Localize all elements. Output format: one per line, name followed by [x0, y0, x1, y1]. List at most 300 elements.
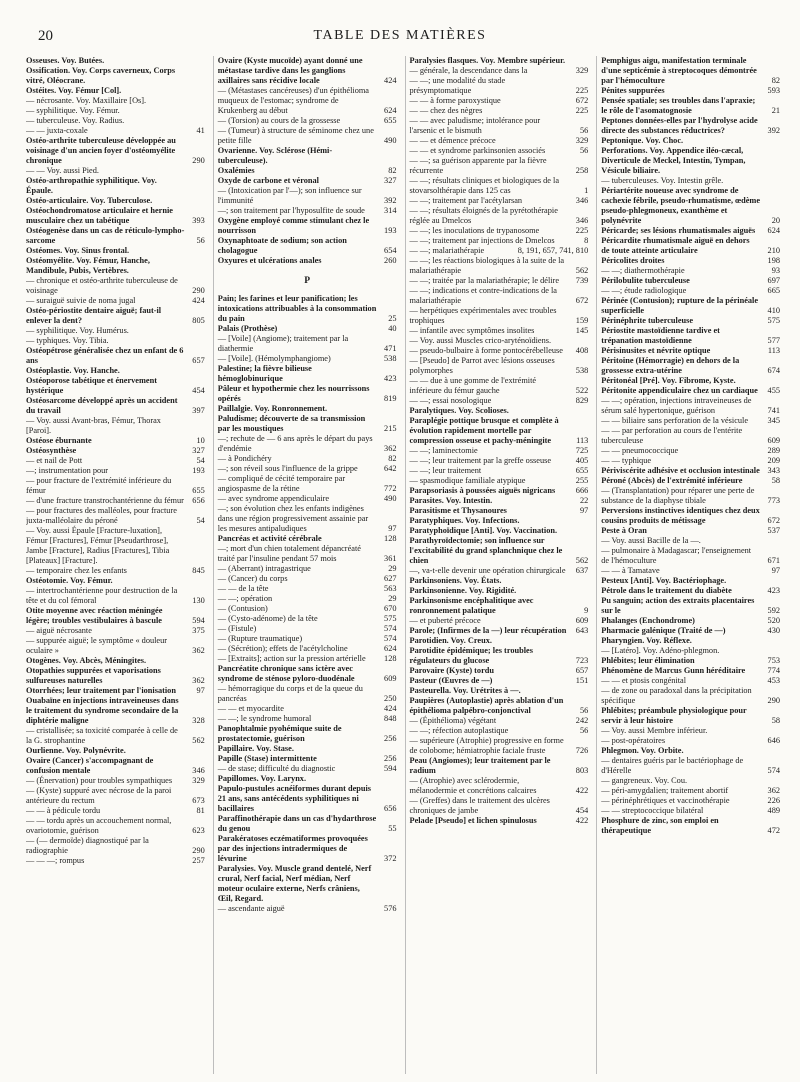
entry-term: Paupières (Autoplastie) après ablation d'un épithélioma palpébro-conjonctival [409, 696, 564, 715]
index-entry [26, 116, 205, 126]
entry-term: — (Intoxication par l'—); son influence sur l'immunité [217, 186, 362, 205]
entry-page-number: 422 [575, 786, 589, 795]
index-entry [26, 56, 205, 66]
index-entry [26, 96, 205, 106]
index-entry [218, 186, 397, 206]
entry-term: — tuberculeuses. Voy. Intestin grêle. [601, 176, 724, 185]
entry-term: — — à pédicule tordu [26, 806, 101, 815]
entry-page-number: 741 [767, 406, 780, 415]
entry-term: — (Tumeur) à structure de séminome chez une petite fille [217, 126, 374, 145]
entry-page-number: 290 [192, 156, 205, 165]
index-entry [601, 146, 780, 176]
index-entry [410, 456, 589, 466]
index-entry [601, 816, 780, 836]
index-entry [26, 816, 205, 836]
entry-page-number: 753 [767, 656, 780, 665]
entry-term: — gangreneux. Voy. Cou. [601, 776, 688, 785]
entry-term: Périnéphrite tuberculeuse [601, 316, 694, 325]
entry-term: Paralysies. Voy. Muscle grand dentelé, Nerf crural, Nerf facial, Nerf médian, Nerf moteur oculaire externe, Nerfs crâniens, Œil, Regard. [217, 864, 372, 903]
index-entry [601, 706, 780, 726]
entry-term: — — streptococcique bilatéral [601, 806, 704, 815]
entry-term: Ostéo-arthropathie syphilitique. Voy. Épaule. [26, 176, 157, 195]
entry-term: Paraffinothérapie dans un cas d'hydarthrose du genou [217, 814, 377, 833]
entry-term: Peau (Angiomes); leur traitement par le radium [409, 756, 551, 775]
entry-term: Phalanges (Enchondrome) [601, 616, 695, 625]
entry-term: Ossification. Voy. Corps caverneux, Corps vitré, Oléocrane. [26, 66, 176, 85]
entry-page-number: 40 [388, 324, 397, 333]
index-entry [601, 226, 780, 236]
index-entry [410, 776, 589, 796]
index-entry [601, 636, 780, 646]
index-entry [26, 606, 205, 626]
entry-term: — — biliaire sans perforation de la vésicule [601, 416, 749, 425]
entry-term: Périviscérite adhésive et occlusion intestinale [601, 466, 760, 475]
index-entry [410, 236, 589, 246]
entry-page-number: 490 [384, 494, 397, 503]
index-columns [26, 56, 780, 1074]
entry-page-number: 392 [767, 126, 780, 135]
entry-term: Périostite mastoïdienne tardive et trépanation mastoïdienne [601, 326, 720, 345]
entry-term: — —; leur traitement par la greffe osseuse [409, 456, 552, 465]
entry-page-number: 655 [192, 486, 205, 495]
entry-term: Paillalgie. Voy. Ronronnement. [217, 404, 328, 413]
index-entry [410, 696, 589, 716]
index-entry [26, 576, 205, 586]
index-entry [26, 836, 205, 856]
index-entry [410, 796, 589, 816]
entry-term: Ostéopétrose généralisée chez un enfant de 6 ans [26, 346, 184, 365]
entry-term: Ostéotomie. Voy. Fémur. [26, 576, 113, 585]
index-entry [26, 656, 205, 666]
index-entry [218, 764, 397, 774]
entry-term: Ovaire (Cancer) s'accompagnant de confusion mentale [26, 756, 154, 775]
entry-term: Oxygène employé comme stimulant chez le nourrisson [217, 216, 370, 235]
entry-page-number: 624 [767, 226, 780, 235]
entry-term: Pensée spatiale; ses troubles dans l'apraxie; le rôle de l'asomatognosie [601, 96, 756, 115]
entry-term: — cristallisée; sa toxicité comparée à celle de la G. strophantine [26, 726, 178, 745]
index-entry [601, 466, 780, 476]
index-entry [410, 526, 589, 536]
entry-term: — — pneumococcique [601, 446, 679, 455]
entry-term: Paratyphoïdique [Anti]. Voy. Vaccination. [409, 526, 558, 535]
entry-page-number: 97 [579, 506, 589, 515]
index-entry [601, 796, 780, 806]
index-entry [26, 346, 205, 366]
entry-term: — — et myocardite [217, 704, 284, 713]
entry-page-number: 56 [579, 126, 589, 135]
entry-term: — nécrosante. Voy. Maxillaire [Os]. [26, 96, 147, 105]
entry-term: — — typhique [601, 456, 652, 465]
entry-term: Ostéosarcome développé après un accident du travail [26, 396, 178, 415]
entry-page-number: 643 [575, 626, 589, 635]
index-entry [26, 806, 205, 816]
index-entry [26, 746, 205, 756]
index-entry [218, 594, 397, 604]
entry-page-number: 655 [384, 116, 397, 125]
entry-term: Parole; (Infirmes de la —) leur récupération [409, 626, 567, 635]
entry-page-number: 10 [196, 436, 205, 445]
entry-term: — —; indications et contre-indications de la malariathérapie [409, 286, 557, 305]
entry-page-number: 375 [192, 626, 205, 635]
entry-term: Palestine; la fièvre bilieuse hémoglobinurique [217, 364, 312, 383]
index-entry [601, 56, 780, 86]
index-entry [218, 354, 397, 364]
entry-term: — Voy. aussi Membre inférieur. [601, 726, 708, 735]
index-entry [218, 434, 397, 454]
entry-term: — d'une fracture transtrochantérienne du fémur [26, 496, 184, 505]
entry-page-number: 424 [192, 296, 205, 305]
index-entry [601, 506, 780, 526]
entry-term: — pour fractures des malléoles, pour fracture juxta-malléolaire du péroné [26, 506, 177, 525]
index-entry [410, 286, 589, 306]
entry-page-number: 624 [384, 644, 397, 653]
entry-term: — — et démence précoce [409, 136, 496, 145]
index-entry [26, 456, 205, 466]
entry-term: Pu sanguin; action des extraits placentaires sur le [601, 596, 755, 615]
entry-term: — —; le syndrome humoral [217, 714, 312, 723]
index-entry [410, 336, 589, 346]
entry-term: Parasites. Voy. Intestin. [409, 496, 493, 505]
entry-term: — pulmonaire à Madagascar; l'enseignement de l'hémoculture [601, 546, 752, 565]
entry-page-number: 472 [767, 826, 780, 835]
entry-term: — —; réfection autoplastique [409, 726, 509, 735]
entry-page-number: 361 [384, 554, 397, 563]
entry-page-number: 562 [575, 266, 589, 275]
entry-term: — et nail de Pott [26, 456, 83, 465]
entry-page-number: 405 [575, 456, 589, 465]
entry-term: — (Transplantation) pour réparer une perte de substance de la diaphyse tibiale [601, 486, 755, 505]
index-entry [26, 326, 205, 336]
index-entry [601, 666, 780, 676]
entry-term: Péricardite rhumatismale aiguë en dehors de toute atteinte articulaire [601, 236, 750, 255]
entry-page-number: 666 [575, 486, 589, 495]
entry-term: Phosphure de zinc, son emploi en thérapeutique [601, 816, 719, 835]
entry-page-number: 575 [767, 316, 780, 325]
index-entry [218, 504, 397, 534]
entry-term: Paraplégie pottique brusque et complète à évolution rapidement mortelle par compression osseuse et pachy-méningite [409, 416, 559, 445]
entry-term: Pancréas et activité cérébrale [217, 534, 322, 543]
entry-page-number: 624 [384, 106, 397, 115]
entry-term: Peste à Oran [601, 526, 647, 535]
entry-page-number: 225 [575, 86, 589, 95]
index-entry [601, 426, 780, 446]
entry-page-number: 576 [384, 904, 397, 913]
index-entry [218, 166, 397, 176]
entry-term: — —; traitement par l'acétylarsan [409, 196, 523, 205]
index-entry [410, 66, 589, 76]
index-entry [410, 116, 589, 136]
entry-page-number: 29 [388, 564, 397, 573]
entry-term: Palais (Prothèse) [217, 324, 278, 333]
index-entry [26, 336, 205, 346]
entry-term: — syphilitique. Voy. Humérus. [26, 326, 129, 335]
entry-page-number: 362 [192, 676, 205, 685]
entry-term: Otite moyenne avec réaction méningée légère; troubles vestibulaires à bascule [26, 606, 163, 625]
entry-page-number: 574 [384, 634, 397, 643]
index-entry [218, 116, 397, 126]
entry-term: Otogènes. Voy. Abcès, Méningites. [26, 656, 147, 665]
index-entry [410, 466, 589, 476]
entry-term: — — Voy. aussi Pied. [26, 166, 99, 175]
entry-term: —; son traitement par l'hyposulfite de soude [217, 206, 365, 215]
entry-term: — [Voile] (Angiome); traitement par la diathermie [217, 334, 349, 353]
entry-page-number: 609 [575, 616, 589, 625]
index-entry [218, 784, 397, 814]
entry-term: — et puberté précoce [409, 616, 481, 625]
entry-page-number: 82 [388, 454, 397, 463]
entry-page-number: 670 [384, 604, 397, 613]
entry-term: — —; traitement par injections de Dmelcos [409, 236, 555, 245]
index-entry [218, 414, 397, 434]
index-entry [218, 744, 397, 754]
entry-term: — générale, la descendance dans la [409, 66, 528, 75]
index-entry [218, 904, 397, 914]
entry-page-number: 773 [767, 496, 780, 505]
index-entry [218, 364, 397, 384]
entry-page-number: 256 [384, 754, 397, 763]
entry-page-number: 594 [192, 616, 205, 625]
entry-page-number: 819 [384, 394, 397, 403]
index-entry [26, 786, 205, 806]
entry-term: Panophtalmie pyohémique suite de prostatectomie, guérison [217, 724, 342, 743]
entry-term: — [Voile]. (Hémolymphangiome) [217, 354, 331, 363]
entry-page-number: 56 [579, 726, 589, 735]
entry-term: — compliqué de cécité temporaire par angiospasme de la rétine [217, 474, 346, 493]
index-entry [410, 586, 589, 596]
index-entry [218, 774, 397, 784]
entry-page-number: 471 [384, 344, 397, 353]
entry-term: Otorrhées; leur traitement par l'ionisation [26, 686, 176, 695]
index-entry [601, 686, 780, 706]
entry-term: — chronique et ostéo-arthrite tuberculeuse de voisinage [26, 276, 178, 295]
entry-page-number: 151 [575, 676, 589, 685]
entry-term: — (Greffes) dans le traitement des ulcères chroniques de jambe [409, 796, 550, 815]
index-entry [601, 756, 780, 776]
entry-term: Pénites suppurées [601, 86, 665, 95]
index-entry [601, 356, 780, 376]
entry-page-number: 392 [384, 196, 397, 205]
entry-term: Perversions instinctives identiques chez deux cousins produits de métissage [601, 506, 760, 525]
entry-page-number: 642 [384, 464, 397, 473]
index-entry [410, 506, 589, 516]
index-entry [26, 506, 205, 526]
entry-page-number: 256 [384, 734, 397, 743]
index-entry [601, 266, 780, 276]
entry-page-number: 637 [575, 566, 589, 575]
entry-term: — syphilitique. Voy. Fémur. [26, 106, 120, 115]
entry-term: — Voy. aussi Épaule [Fracture-luxation], Fémur [Fractures], Fémur [Pseudarthrose], Jambe [Fracture], Radius [Fractures], Tibia [Plateaux] [Fracture]. [26, 526, 170, 565]
entry-term: Parakératoses eczématiformes provoquées par des injections intradermiques de lévurine [217, 834, 368, 863]
index-entry [218, 494, 397, 504]
entry-page-number: 845 [192, 566, 205, 575]
entry-term: Papillaire. Voy. Stase. [217, 744, 294, 753]
entry-term: — —; malariathérapie [409, 246, 485, 255]
entry-term: Oxyde de carbone et véronal [217, 176, 319, 185]
index-entry [410, 486, 589, 496]
index-entry [218, 126, 397, 146]
entry-page-number: 593 [767, 86, 780, 95]
entry-term: — de stase; difficulté du diagnostic [217, 764, 336, 773]
entry-term: — —; essai nosologique [409, 396, 492, 405]
entry-term: Ouabaïne en injections intraveineuses dans le traitement du syndrome secondaire de la diphtérie maligne [26, 696, 179, 725]
entry-term: — —; les réactions biologiques à la suite de la malariathérapie [409, 256, 565, 275]
entry-page-number: 423 [767, 586, 780, 595]
entry-page-number: 362 [767, 786, 780, 795]
entry-term: — — et syndrome parkinsonien associés [409, 146, 546, 155]
index-entry [410, 566, 589, 576]
index-column-3 [405, 56, 589, 1074]
entry-page-number: 372 [384, 854, 397, 863]
entry-term: — à Pondichéry [217, 454, 272, 463]
entry-page-number: 329 [192, 776, 205, 785]
index-entry [218, 176, 397, 186]
index-column-4 [596, 56, 780, 1074]
entry-page-number: 574 [767, 766, 780, 775]
index-entry [410, 226, 589, 236]
index-entry [410, 716, 589, 726]
index-entry [410, 416, 589, 446]
index-entry [26, 436, 205, 446]
index-entry [410, 686, 589, 696]
entry-term: — — à Tamatave [601, 566, 660, 575]
entry-page-number: 422 [575, 816, 589, 825]
entry-page-number: 657 [575, 666, 589, 675]
page-number: 20 [38, 28, 53, 44]
index-entry [26, 276, 205, 296]
index-entry [218, 724, 397, 744]
index-entry [601, 386, 780, 396]
entry-page-number: 345 [767, 416, 780, 425]
entry-term: Pancréatite chronique sans ictère avec syndrome de sténose pyloro-duodénale [217, 664, 355, 683]
entry-page-number: 198 [767, 256, 780, 265]
index-entry [601, 646, 780, 656]
index-entry [601, 486, 780, 506]
entry-page-number: 362 [384, 444, 397, 453]
entry-term: —; rechute de — 6 ans après le départ du pays d'endémie [217, 434, 373, 453]
entry-term: Paralytiques. Voy. Scolioses. [409, 406, 509, 415]
index-entry [26, 86, 205, 96]
entry-page-number: 82 [771, 76, 780, 85]
index-entry [410, 346, 589, 356]
entry-term: Oxyures et ulcérations anales [217, 256, 322, 265]
index-entry [410, 536, 589, 566]
entry-page-number: 697 [767, 276, 780, 285]
entry-page-number: 393 [192, 216, 205, 225]
index-entry [218, 256, 397, 266]
entry-term: — (Atrophie) avec sclérodermie, mélanodermie et concrétions calcaires [409, 776, 537, 795]
entry-term: Péritonéal [Pré]. Voy. Fibrome, Kyste. [601, 376, 736, 385]
entry-page-number: 490 [384, 136, 397, 145]
index-entry [218, 206, 397, 216]
index-entry [26, 196, 205, 206]
entry-term: Ourlienne. Voy. Polynévrite. [26, 746, 126, 755]
index-entry [601, 276, 780, 286]
entry-page-number: 56 [196, 236, 205, 245]
entry-page-number: 260 [384, 256, 397, 265]
index-entry [26, 246, 205, 256]
index-entry [26, 636, 205, 656]
entry-term: Paralysies flasques. Voy. Membre supérieur. [409, 56, 566, 65]
index-entry [218, 644, 397, 654]
index-entry [26, 206, 205, 226]
entry-page-number: 250 [384, 694, 397, 703]
entry-page-number: 656 [384, 804, 397, 813]
entry-page-number: 215 [384, 424, 397, 433]
entry-page-number: 454 [192, 386, 205, 395]
entry-page-number: 289 [767, 446, 780, 455]
index-entry [601, 326, 780, 346]
index-entry [26, 446, 205, 456]
index-entry [26, 66, 205, 86]
entry-term: —, va-t-elle devenir une opération chirurgicale [409, 566, 566, 575]
entry-term: — (Fistule) [217, 624, 257, 633]
entry-page-number: 805 [192, 316, 205, 325]
entry-term: — (Sécrétion); effets de l'acétylcholine [217, 644, 348, 653]
index-entry [601, 396, 780, 416]
entry-page-number: 423 [384, 374, 397, 383]
entry-term: Péritoine (Hémorragie) en dehors de la grossesse extra-utérine [601, 356, 740, 375]
entry-page-number: 410 [767, 306, 780, 315]
entry-page-number: 56 [579, 146, 589, 155]
index-entry [601, 236, 780, 256]
index-entry [26, 376, 205, 396]
index-entry [218, 684, 397, 704]
entry-page-number: 522 [575, 386, 589, 395]
entry-page-number: 665 [767, 286, 780, 295]
index-entry [218, 604, 397, 614]
entry-page-number: 329 [575, 136, 589, 145]
entry-page-number: 627 [384, 574, 397, 583]
index-entry [410, 446, 589, 456]
entry-page-number: 774 [767, 666, 780, 675]
index-entry [410, 756, 589, 776]
index-entry [218, 404, 397, 414]
index-entry [218, 574, 397, 584]
entry-term: Phlébites; leur élimination [601, 656, 695, 665]
entry-page-number: 673 [192, 796, 205, 805]
index-entry [26, 416, 205, 436]
entry-term: — — à forme paroxystique [409, 96, 501, 105]
index-entry [601, 286, 780, 296]
index-entry [410, 76, 589, 96]
entry-term: — post-opératoires [601, 736, 666, 745]
entry-term: Papille (Stase) intermittente [217, 754, 317, 763]
entry-term: Papulo-pustules acnéiformes durant depuis 21 ans, sans antécédents syphilitiques ni bacillaires [217, 784, 372, 813]
entry-term: — (Épithélioma) végétant [409, 716, 497, 725]
index-entry [410, 516, 589, 526]
index-entry [410, 646, 589, 666]
entry-term: Périnée (Contusion); rupture de la périnéale superficielle [601, 296, 759, 315]
entry-page-number: 22 [579, 496, 589, 505]
index-entry [26, 176, 205, 196]
index-entry [601, 806, 780, 816]
entry-page-number: 562 [192, 736, 205, 745]
entry-page-number: 255 [575, 476, 589, 485]
entry-page-number: 25 [388, 314, 397, 323]
entry-term: Ostéose éburnante [26, 436, 92, 445]
entry-page-number: 93 [771, 266, 780, 275]
entry-term: — infantile avec symptômes insolites [409, 326, 535, 335]
entry-page-number: 609 [384, 674, 397, 683]
entry-page-number: 130 [192, 596, 205, 605]
index-entry [26, 366, 205, 376]
entry-page-number: 193 [384, 226, 397, 235]
index-entry [410, 396, 589, 406]
entry-term: — temporaire chez les enfants [26, 566, 127, 575]
entry-term: Péricarde; ses lésions rhumatismales aiguës [601, 226, 756, 235]
entry-page-number: 672 [575, 96, 589, 105]
entry-term: — [Latéro]. Voy. Adéno-phlegmon. [601, 646, 720, 655]
